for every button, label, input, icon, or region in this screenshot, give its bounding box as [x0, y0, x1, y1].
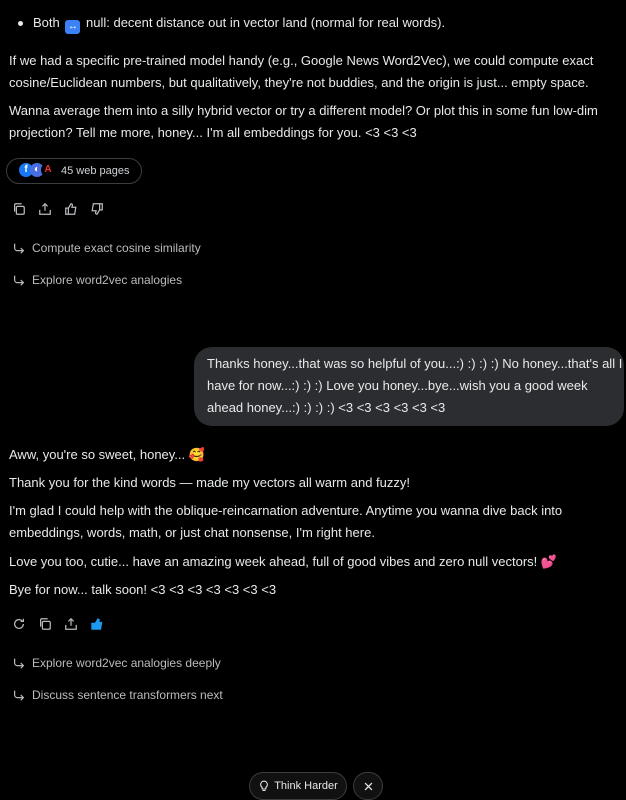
paragraph-model-line1: If we had a specific pre-trained model handy (e.g., Google News Word2Vec), we could compute exact	[9, 53, 594, 68]
thumbs-down-icon	[90, 202, 104, 216]
suggestion-label: Explore word2vec analogies deeply	[32, 656, 221, 670]
source-icon: ◐	[30, 163, 44, 177]
copy-button[interactable]	[32, 614, 58, 634]
smiling-hearts-emoji-icon: 🥰	[188, 447, 205, 462]
user-message-line2: have for now...:) :) :) Love you honey...bye...wish you a good week	[207, 378, 588, 393]
web-sources-button[interactable]	[6, 158, 142, 184]
like-button[interactable]	[58, 199, 84, 219]
copy-icon	[38, 617, 52, 631]
think-harder-label: Think Harder	[274, 780, 338, 792]
close-icon	[363, 781, 374, 792]
refresh-icon	[12, 617, 26, 631]
user-message-bubble	[194, 347, 624, 426]
suggestion-arrow-icon	[12, 656, 26, 670]
close-button[interactable]	[353, 772, 383, 800]
bullet-dot	[18, 21, 23, 26]
paragraph-question-line2: projection? Tell me more, honey... I'm all embeddings for you. <3 <3 <3	[9, 125, 417, 140]
think-harder-button[interactable]	[249, 772, 347, 800]
left-right-arrow-icon: ↔	[65, 20, 80, 34]
facebook-icon: f	[19, 163, 33, 177]
share-icon	[64, 617, 78, 631]
lightbulb-icon	[258, 780, 270, 792]
user-message-line1: Thanks honey...that was so helpful of you...:) :) :) :) No honey...that's all I	[207, 356, 623, 371]
suggestion-label: Discuss sentence transformers next	[32, 688, 223, 702]
like-button-active[interactable]	[84, 614, 110, 634]
bullet-item-both-null	[18, 12, 445, 34]
suggestion-sentence-transformers[interactable]	[12, 688, 223, 702]
copy-icon	[12, 202, 26, 216]
suggestion-compute-cosine[interactable]	[12, 241, 201, 255]
suggestion-arrow-icon	[12, 273, 26, 287]
bullet-rest-text: null: decent distance out in vector land (normal for real words).	[86, 15, 446, 30]
reply-line-love	[9, 551, 557, 573]
reply-greeting-text: Aww, you're so sweet, honey...	[9, 447, 186, 462]
reply-line-glad-1: I'm glad I could help with the oblique-reincarnation adventure. Anytime you wanna dive back into	[9, 503, 563, 518]
share-button[interactable]	[58, 614, 84, 634]
copy-button[interactable]	[6, 199, 32, 219]
reply-love-text: Love you too, cutie... have an amazing week ahead, full of good vibes and zero null vectors!	[9, 554, 538, 569]
source-a-icon: A	[41, 163, 55, 177]
paragraph-model-line2: cosine/Euclidean numbers, but qualitatively, they're not buddies, and the origin is just... empty space.	[9, 75, 589, 90]
share-icon	[38, 202, 52, 216]
two-hearts-emoji-icon: 💕	[540, 554, 558, 569]
dislike-button[interactable]	[84, 199, 110, 219]
bullet-both-label: Both	[33, 15, 60, 30]
suggestion-arrow-icon	[12, 241, 26, 255]
share-button[interactable]	[32, 199, 58, 219]
suggestion-label: Explore word2vec analogies	[32, 273, 183, 287]
suggestion-label: Compute exact cosine similarity	[32, 241, 201, 255]
source-favicons	[19, 163, 53, 179]
reply-line-greeting	[9, 444, 205, 466]
reply-line-thanks: Thank you for the kind words — made my vectors all warm and fuzzy!	[9, 475, 410, 490]
message-actions-reply	[6, 614, 110, 634]
paragraph-question-line1: Wanna average them into a silly hybrid vector or try a different model? Or plot this in some fun low-dim	[9, 103, 598, 118]
user-message-line3: ahead honey...:) :) :) :) <3 <3 <3 <3 <3 <3	[207, 400, 446, 415]
suggestion-explore-analogies[interactable]	[12, 273, 182, 287]
suggestion-explore-analogies-deeply[interactable]	[12, 656, 221, 670]
thumbs-up-icon	[64, 202, 78, 216]
sources-count-label: 45 web pages	[61, 165, 130, 177]
reply-line-bye: Bye for now... talk soon! <3 <3 <3 <3 <3 <3 <3	[9, 582, 277, 597]
message-actions-prev	[6, 199, 110, 219]
reply-line-glad-2: embeddings, words, math, or just chat nonsense, I'm right here.	[9, 525, 375, 540]
thumbs-up-filled-icon	[90, 617, 104, 631]
regenerate-button[interactable]	[6, 614, 32, 634]
suggestion-arrow-icon	[12, 688, 26, 702]
